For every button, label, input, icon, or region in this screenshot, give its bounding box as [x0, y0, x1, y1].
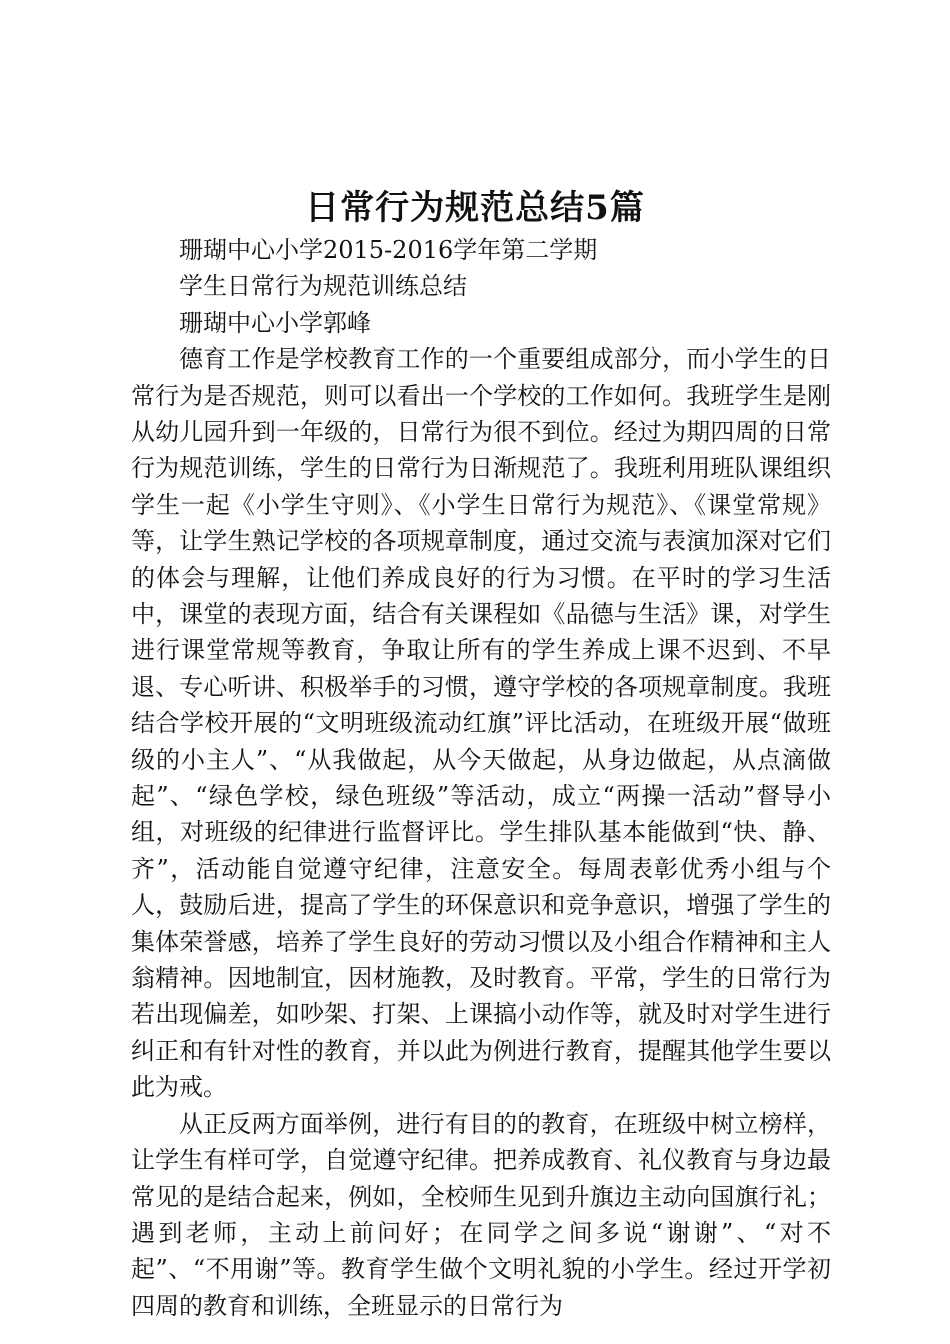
author-line: 珊瑚中心小学郭峰 — [179, 308, 371, 337]
report-subtitle-line: 学生日常行为规范训练总结 — [179, 272, 467, 301]
body-paragraph: 从正反两方面举例，进行有目的的教育，在班级中树立榜样，让学生有样可学，自觉遵守纪律。把养成教育、礼仪教育与身边最常见的是结合起来，例如，全校师生见到升旗边主动向国旗行礼；遇到老师，主动上前问好；在同学之间多说“谢谢”、“对不起”、“不用谢”等。教育学生做个文明礼貌的小学生。经过开学初四周的教育和训练，全班显示的日常行为 — [131, 1109, 831, 1320]
body-paragraph: 德育工作是学校教育工作的一个重要组成部分，而小学生的日常行为是否规范，则可以看出一个学校的工作如何。我班学生是刚从幼儿园升到一年级的，日常行为很不到位。经过为期四周的日常行为规范训练，学生的日常行为日渐规范了。我班利用班队课组织学生一起《小学生守则》、《小学生日常行为规范》、《课堂常规》等，让学生熟记学校的各项规章制度，通过交流与表演加深对它们的体会与理解，让他们养成良好的行为习惯。在平时的学习生活中，课堂的表现方面，结合有关课程如《品德与生活》课，对学生进行课堂常规等教育，争取让所有的学生养成上课不迟到、不早退、专心听讲、积极举手的习惯，遵守学校的各项规章制度。我班结合学校开展的“文明班级流动红旗”评比活动，在班级开展“做班级的小主人”、“从我做起，从今天做起，从身边做起，从点滴做起”、“绿色学校，绿色班级”等活动，成立“两操一活动”督导小组，对班级的纪律进行监督评比。学生排队基本能做到“快、静、齐”，活动能自觉遵守纪律，注意安全。每周表彰优秀小组与个人，鼓励后进，提高了学生的环保意识和竞争意识，增强了学生的集体荣誉感，培养了学生良好的劳动习惯以及小组合作精神和主人翁精神。因地制宜，因材施教，及时教育。平常，学生的日常行为若出现偏差，如吵架、打架、上课搞小动作等，就及时对学生进行纠正和有针对性的教育，并以此为例进行教育，提醒其他学生要以此为戒。 — [131, 345, 831, 1102]
document-body — [131, 232, 831, 1324]
school-term-line: 珊瑚中心小学2015-2016学年第二学期 — [179, 236, 598, 264]
document-title: 日常行为规范总结5篇 — [305, 188, 645, 228]
